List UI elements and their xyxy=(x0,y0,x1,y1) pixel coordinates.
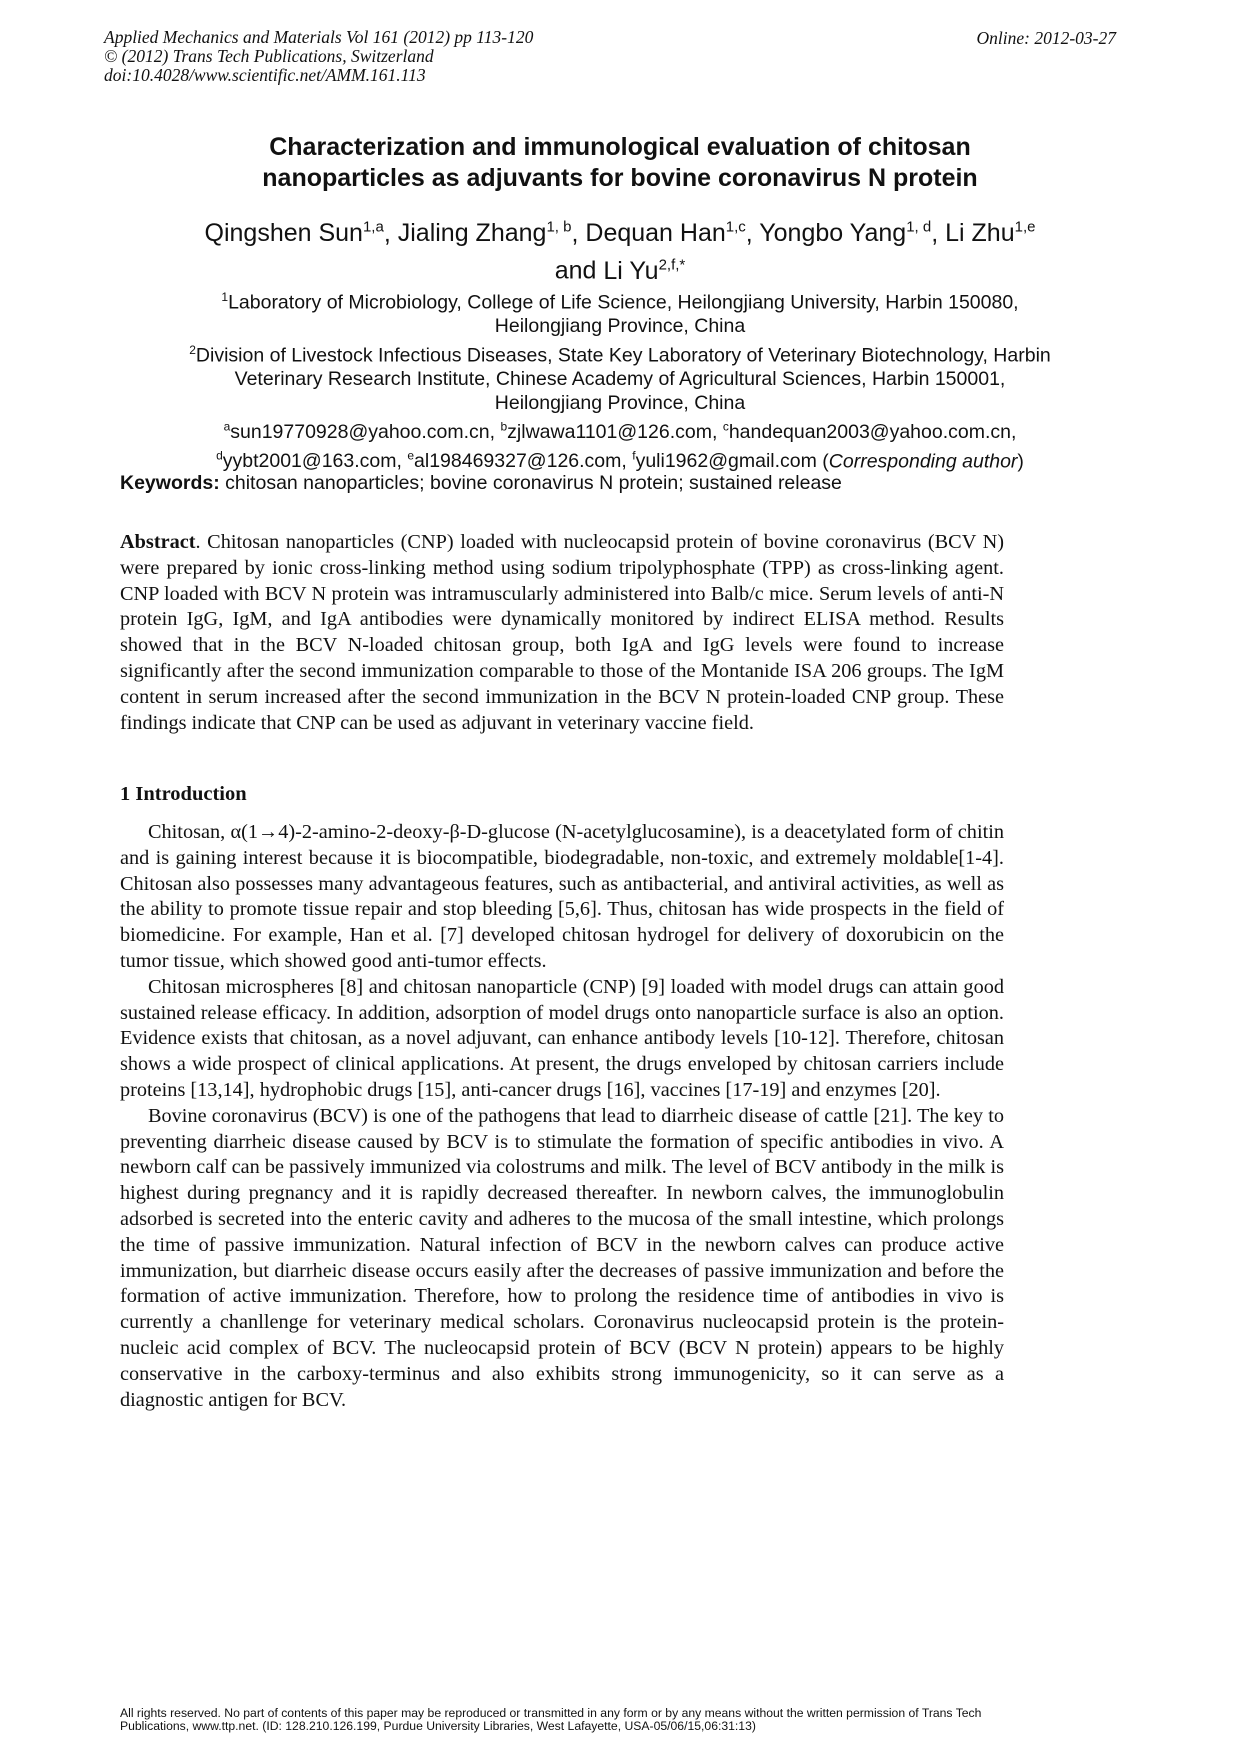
paragraph: Bovine coronavirus (BCV) is one of the pathogens that lead to diarrheic disease of cattle [21]. The key to preventing diarrheic disease caused by BCV is to stimulate the formation of specific antibodies in vivo. A newborn calf can be passively immunized via colostrums and milk. The level of BCV antibody in the milk is highest during pregnancy and it is rapidly decreased thereafter. In newborn calves, the immunoglobulin adsorbed is secreted into the enteric cavity and adheres to the mucosa of the small intestine, which prolongs the time of passive immunization. Natural infection of BCV in the newborn calves can produce active immunization, but diarrheic disease occurs easily after the decreases of passive immunization and before the formation of active immunization. Therefore, how to prolong the residence time of antibodies in vivo is currently a chanllenge for veterinary medical scholars. Coronavirus nucleocapsid protein is the protein-nucleic acid complex of BCV. The nucleocapsid protein of BCV (BCV N protein) appears to be highly conservative in the carboxy-terminus and also exhibits strong immunogenicity, so it can serve as a diagnostic antigen for BCV. xyxy=(120,1104,1004,1411)
abstract-label: Abstract xyxy=(120,531,196,553)
author: Li Zhu$^{1,e}$ xyxy=(945,219,1036,248)
author: Jialing Zhang$^{1, b}$ xyxy=(397,219,572,248)
corresponding-author-note: Corresponding author xyxy=(828,450,1018,473)
paper-title xyxy=(104,132,1136,194)
keywords-text: chitosan nanoparticles; bovine coronavirus N protein; sustained release xyxy=(225,472,842,494)
paragraph: Chitosan, α(1→4)-2-amino-2-deoxy-β-D-glucose (N-acetylglucosamine), is a deacetylated form of chitin and is gaining interest because it is biocompatible, biodegradable, non-toxic, and extremely moldable[1-4]. Chitosan also possesses many advantageous features, such as antibacterial, and antiviral activities, as well as the ability to promote tissue repair and stop bleeding [5,6]. Thus, chitosan has wide prospects in the field of biomedicine. For example, Han et al. [7] developed chitosan hydrogel for delivery of doxorubicin on the tumor tissue, which showed good anti-tumor effects. xyxy=(120,821,1004,972)
section-heading: 1 Introduction xyxy=(120,783,247,805)
emails: $^d$yybt2001@163.com, $^e$al198469327@126.com, $^f$yuli1962@gmail.com (Corresponding author) xyxy=(216,448,1024,473)
email[interactable]: $^d$yybt2001@163.com, xyxy=(216,448,402,473)
title-line: Characterization and immunological evaluation of chitosan xyxy=(269,133,971,161)
and-text: and xyxy=(554,256,597,285)
abstract xyxy=(120,530,1004,736)
emails xyxy=(104,416,1136,445)
email[interactable]: $^c$handequan2003@yahoo.com.cn, xyxy=(722,419,1017,444)
doi-line: doi:10.4028/www.scientific.net/AMM.161.113 xyxy=(104,65,426,85)
paragraph: Chitosan microspheres [8] and chitosan nanoparticle (CNP) [9] loaded with model drugs can attain good sustained release efficacy. In addition, adsorption of model drugs onto nanoparticle surface is also an option. Evidence exists that chitosan, as a novel adjuvant, can enhance antibody levels [10-12]. Therefore, chitosan shows a wide prospect of clinical applications. At present, the drugs enveloped by chitosan carriers include proteins [13,14], hydrophobic drugs [15], anti-cancer drugs [16], vaccines [17-19] and enzymes [20]. xyxy=(120,975,1004,1101)
affiliation-1: $^1$Laboratory of Microbiology, College of Life Science, Heilongjiang University, Harbin 150080, xyxy=(221,290,1019,314)
author: Dequan Han$^{1,c}$ xyxy=(585,219,746,248)
keywords xyxy=(120,472,842,495)
email[interactable]: $^b$zjlwawa1101@126.com, xyxy=(500,419,718,444)
online-date: Online: 2012-03-27 xyxy=(976,28,1116,48)
email[interactable]: $^e$al198469327@126.com, xyxy=(407,448,627,473)
author: Li $Yu^{2,f,*}$ xyxy=(603,256,686,285)
copyright-footer: All rights reserved. No part of contents of this paper may be reproduced or transmitted in any form or by any means without the written permission of Trans Tech Publications, www.ttp.net. (ID: 128.210.126.199, Purdue University Libraries, West Lafayette, USA-05/06/15,06:31:13) xyxy=(120,1706,982,1733)
author: Yongbo Yang$^{1, d}$ xyxy=(759,219,932,248)
affiliation-2-cont: Veterinary Research Institute, Chinese Academy of Agricultural Sciences, Harbin 150001, xyxy=(234,368,1006,391)
affiliation-2-cont: Heilongjiang Province, China xyxy=(494,391,746,414)
affiliations xyxy=(104,286,1136,474)
email[interactable]: $^f$yuli1962@gmail.com xyxy=(632,448,817,473)
journal-header xyxy=(104,28,533,85)
author-list: Qingshen Sun$^{1,a}$, Jialing Zhang$^{1, b}$, Dequan Han$^{1,c}$, Yongbo Yang$^{1, d}$, Li Zhu$^{1,e}$ and Li $Yu^{2,f,*}$ xyxy=(204,219,1036,285)
email[interactable]: $^a$sun19770928@yahoo.com.cn, xyxy=(223,419,496,444)
affiliation-1-cont: Heilongjiang Province, China xyxy=(494,315,746,338)
introduction-body xyxy=(120,820,1004,1413)
abstract-text: . Chitosan nanoparticles (CNP) loaded with nucleocapsid protein of bovine coronavirus (BCV N) were prepared by ionic cross-linking method using sodium tripolyphosphate (TPP) as cross-linking agent. CNP loaded with BCV N protein was intramuscularly administered into Balb/c mice. Serum levels of anti-N protein IgG, IgM, and IgA antibodies were dynamically monitored by indirect ELISA method. Results showed that in the BCV N-loaded chitosan group, both IgA and IgG levels were found to increase significantly after the second immunization comparable to those of the Montanide ISA 206 groups. The IgM content in serum increased after the second immunization in the BCV N protein-loaded CNP group. These findings indicate that CNP can be used as adjuvant in veterinary vaccine field. xyxy=(120,531,1004,734)
keywords-label: Keywords: xyxy=(120,472,220,494)
author: Qingshen Sun$^{1,a}$ xyxy=(204,219,384,248)
title-line: nanoparticles as adjuvants for bovine coronavirus N protein xyxy=(262,164,978,192)
affiliation-2: $^2$Division of Livestock Infectious Diseases, State Key Laboratory of Veterinary Biotechnology, Harbin xyxy=(189,342,1051,367)
journal-citation: Applied Mechanics and Materials Vol 161 (2012) pp 113-120 xyxy=(104,27,534,47)
copyright-line: © (2012) Trans Tech Publications, Switzerland xyxy=(104,46,434,66)
